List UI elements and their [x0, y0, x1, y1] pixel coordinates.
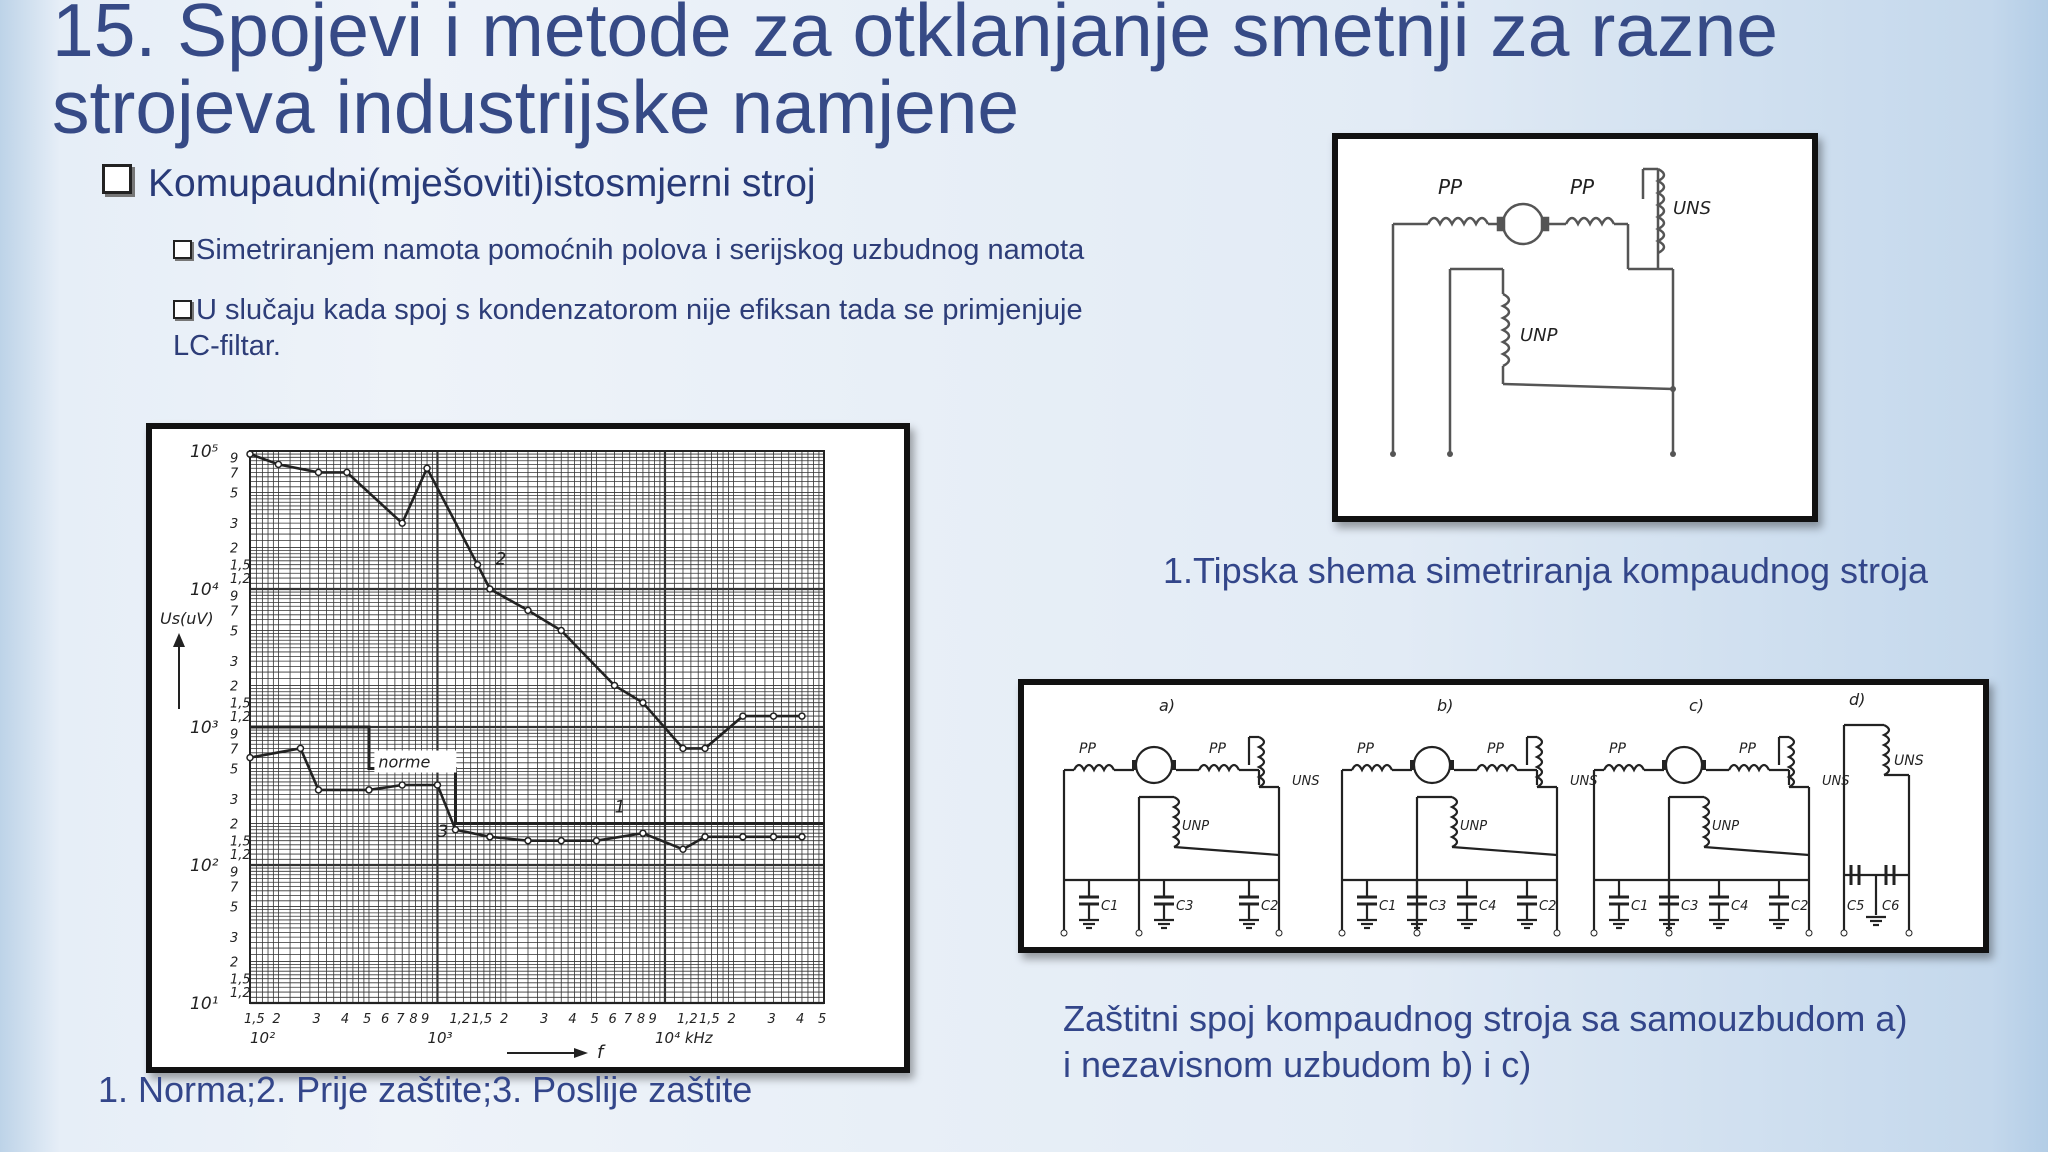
- chart-x-tick-label: 6: [380, 1012, 390, 1027]
- motor-brush: [1171, 760, 1176, 770]
- inductor-pp: [1477, 765, 1517, 770]
- chart-y-tick-label: 2: [230, 679, 239, 695]
- chart-y-tick-label: 3: [230, 793, 239, 809]
- capacitor-label: C1: [1379, 899, 1397, 914]
- terminal: [1276, 930, 1282, 936]
- chart-y-tick-label: 1,5: [230, 834, 251, 850]
- chart-y-tick-label: 1,5: [230, 558, 251, 574]
- chart-y-decade-label: 10³: [190, 718, 219, 738]
- panel-label: b): [1437, 696, 1454, 715]
- schema-label-uns: UNS: [1673, 198, 1712, 219]
- chart-y-tick-label: 9: [230, 727, 239, 743]
- sub-bullet-2: [173, 292, 1083, 364]
- wire: [1704, 847, 1809, 855]
- inductor-pp: [1199, 765, 1239, 770]
- chart-series-2-point: [424, 465, 430, 471]
- motor-armature: [1666, 747, 1702, 783]
- chart-series-3-point: [593, 838, 599, 844]
- chart-series-label: 1: [614, 797, 626, 818]
- chart-series-2-point: [275, 461, 281, 467]
- chart-x-tick-label: 9: [648, 1012, 657, 1027]
- chart-y-tick-label: 3: [230, 517, 239, 533]
- inductor-pp: [1604, 765, 1644, 770]
- inductor-pp: [1074, 765, 1114, 770]
- schema-caption: 1.Tipska shema simetriranja kompaudnog stroja: [1163, 550, 1929, 591]
- slide-title-line1: 15. Spojevi i metode za otklanjanje smetnji za razne: [52, 0, 1778, 72]
- chart-series-label: 3: [437, 821, 449, 842]
- chart-series-2-point: [315, 469, 321, 475]
- capacitor-label: C6: [1882, 899, 1900, 914]
- chart-y-axis-label: Us(uV): [160, 609, 214, 628]
- chart-x-tick-label: 7: [396, 1012, 405, 1027]
- chart-series-2-line: [250, 454, 802, 748]
- chart-series-3-point: [740, 834, 746, 840]
- capacitor-label: C4: [1479, 899, 1497, 914]
- main-bullet: [102, 162, 816, 206]
- motor-brush: [1132, 760, 1137, 770]
- slide-title: [52, 0, 1952, 149]
- chart-x-tick-label: 8: [636, 1012, 646, 1027]
- chart-y-tick-label: 2: [230, 541, 239, 557]
- chart-x-tick-label: 5: [818, 1012, 827, 1027]
- protection-figure: [1018, 679, 1989, 953]
- chart-x-tick-label: 9: [421, 1012, 430, 1027]
- chart-series-2-point: [525, 607, 531, 613]
- chart-series-3-point: [366, 787, 372, 793]
- chart-y-tick-label: 7: [230, 880, 239, 896]
- chart-y-tick-label: 7: [230, 742, 239, 758]
- chart-x-axis-label: f: [597, 1042, 604, 1063]
- chart-y-decade-label: 10⁵: [190, 442, 219, 462]
- pp-label: PP: [1609, 741, 1626, 757]
- capacitor-label: C1: [1101, 899, 1119, 914]
- chart-y-tick-label: 9: [230, 589, 239, 605]
- chart-series-3-point: [452, 827, 458, 833]
- chart-x-tick-label: 1,2: [676, 1012, 698, 1027]
- chart-y-tick-label: 5: [230, 624, 239, 640]
- chart-series-3-point: [434, 782, 440, 788]
- chart-y-tick-label: 1,2: [230, 572, 251, 588]
- chart-series-label: 2: [495, 549, 507, 570]
- capacitor-label: C2: [1791, 899, 1809, 914]
- chart-series-3-point: [297, 745, 303, 751]
- schema-label-pp-right: PP: [1570, 175, 1595, 199]
- unp-label: UNP: [1460, 819, 1488, 834]
- chart-x-tick-label: 3: [540, 1012, 549, 1027]
- inductor-pp: [1729, 765, 1769, 770]
- terminal: [1414, 930, 1420, 936]
- chart-x-tick-label: 2: [727, 1012, 736, 1027]
- chart-x-arrowhead: [574, 1048, 588, 1058]
- motor-brush: [1662, 760, 1667, 770]
- unp-label: UNP: [1712, 819, 1740, 834]
- chart-x-tick-label: 4: [568, 1012, 577, 1027]
- chart-series-3-point: [680, 846, 686, 852]
- inductor-winding: [1174, 797, 1179, 847]
- motor-brush: [1410, 760, 1415, 770]
- terminal: [1554, 930, 1560, 936]
- chart-x-tick-label: 1,5: [244, 1012, 265, 1027]
- chart-y-tick-label: 5: [230, 486, 239, 502]
- capacitor-label: C2: [1539, 899, 1557, 914]
- pp-label: PP: [1209, 741, 1226, 757]
- chart-series-3-point: [799, 834, 805, 840]
- chart-series-3-point: [315, 787, 321, 793]
- chart-series-3-point: [525, 838, 531, 844]
- chart-y-tick-label: 1,2: [230, 848, 251, 864]
- chart-series-2-point: [771, 713, 777, 719]
- chart-y-decade-label: 10⁴: [190, 580, 219, 600]
- chart-series-3-point: [487, 834, 493, 840]
- sub-bullet-1-text: Simetriranjem namota pomoćnih polova i serijskog uzbudnog namota: [196, 234, 1085, 266]
- chart-y-tick-label: 3: [230, 655, 239, 671]
- chart-y-tick-label: 7: [230, 604, 239, 620]
- wire: [1174, 847, 1279, 855]
- terminal: [1666, 930, 1672, 936]
- interference-chart: [152, 429, 904, 1067]
- chart-series-2-point: [702, 745, 708, 751]
- inductor-winding: [1704, 797, 1709, 847]
- panel-label: a): [1159, 696, 1176, 715]
- motor-brush: [1449, 760, 1454, 770]
- terminal: [1806, 930, 1812, 936]
- panel-label: d): [1849, 690, 1866, 709]
- capacitor-label: C4: [1731, 899, 1749, 914]
- chart-x-decade-label: 10⁴ kHz: [654, 1029, 713, 1047]
- chart-x-tick-label: 3: [767, 1012, 776, 1027]
- chart-x-tick-label: 3: [312, 1012, 321, 1027]
- checkbox-bullet-icon: [102, 164, 132, 194]
- slide-title-line2: strojeva industrijske namjene: [52, 65, 1020, 149]
- chart-x-tick-label: 5: [362, 1012, 372, 1027]
- chart-y-tick-label: 9: [230, 865, 239, 881]
- chart-x-tick-label: 2: [499, 1012, 509, 1027]
- chart-x-tick-label: 5: [590, 1012, 599, 1027]
- uns-label: UNS: [1292, 774, 1320, 789]
- sub-bullet-2-text-line1: U slučaju kada spoj s kondenzatorom nije efiksan tada se primjenjuje: [196, 294, 1083, 326]
- chart-x-tick-label: 4: [340, 1012, 350, 1027]
- chart-y-tick-label: 5: [230, 762, 239, 778]
- chart-x-tick-label: 6: [608, 1012, 617, 1027]
- checkbox-bullet-icon: [173, 300, 192, 319]
- motor-brush: [1701, 760, 1706, 770]
- chart-x-decade-label: 10²: [250, 1029, 276, 1047]
- schema-figure: [1332, 133, 1818, 522]
- terminal: [1841, 930, 1847, 936]
- protection-caption-line2: i nezavisnom uzbudom b) i c): [1063, 1044, 1532, 1085]
- schema-diagram: [1338, 139, 1812, 516]
- pp-label: PP: [1739, 741, 1756, 757]
- protection-caption: [1063, 996, 1907, 1088]
- chart-series-2-point: [799, 713, 805, 719]
- sub-bullet-2-text-line2: LC-filtar.: [173, 330, 281, 362]
- schema-label-pp-left: PP: [1438, 175, 1463, 199]
- chart-y-arrowhead: [173, 633, 185, 647]
- capacitor-label: C2: [1261, 899, 1279, 914]
- chart-y-decade-label: 10²: [190, 856, 219, 876]
- chart-y-tick-label: 1,5: [230, 696, 251, 712]
- chart-y-tick-label: 3: [230, 931, 239, 947]
- chart-y-tick-label: 2: [230, 817, 239, 833]
- protection-caption-line1: Zaštitni spoj kompaudnog stroja sa samouzbudom a): [1063, 998, 1908, 1039]
- checkbox-bullet-icon: [173, 240, 192, 259]
- chart-norme-label: norme: [378, 752, 431, 772]
- chart-series-3-point: [247, 755, 253, 761]
- chart-y-tick-label: 9: [230, 451, 239, 467]
- chart-series-2-point: [247, 451, 253, 457]
- chart-caption: 1. Norma;2. Prije zaštite;3. Poslije zaštite: [98, 1069, 753, 1110]
- chart-series-3-point: [771, 834, 777, 840]
- chart-series-2-point: [399, 520, 405, 526]
- chart-x-tick-label: 2: [272, 1012, 281, 1027]
- inductor-pp: [1352, 765, 1392, 770]
- terminal: [1591, 930, 1597, 936]
- uns-label: UNS: [1822, 774, 1850, 789]
- chart-series-2-point: [740, 713, 746, 719]
- chart-y-tick-label: 7: [230, 466, 239, 482]
- pp-label: PP: [1357, 741, 1374, 757]
- chart-figure: [146, 423, 910, 1073]
- uns-label: UNS: [1570, 774, 1598, 789]
- uns-label: UNS: [1894, 753, 1924, 769]
- chart-y-tick-label: 1,2: [230, 986, 251, 1002]
- chart-series-3-point: [702, 834, 708, 840]
- chart-series-3-point: [558, 838, 564, 844]
- inductor-winding: [1884, 725, 1889, 775]
- terminal: [1339, 930, 1345, 936]
- chart-series-2-point: [558, 628, 564, 634]
- chart-x-decade-label: 10³: [427, 1029, 453, 1047]
- chart-y-decade-label: 10¹: [190, 994, 219, 1014]
- motor-armature: [1414, 747, 1450, 783]
- chart-x-tick-label: 8: [409, 1012, 418, 1027]
- chart-series-2-point: [344, 469, 350, 475]
- chart-x-tick-label: 1,5: [699, 1012, 720, 1027]
- unp-label: UNP: [1182, 819, 1210, 834]
- protection-circuits-diagram: [1024, 685, 1983, 947]
- terminal: [1136, 930, 1142, 936]
- chart-series-2-point: [680, 745, 686, 751]
- terminal: [1061, 930, 1067, 936]
- terminal: [1906, 930, 1912, 936]
- chart-series-3-point: [399, 782, 405, 788]
- chart-series-2-point: [475, 562, 481, 568]
- chart-x-tick-label: 4: [795, 1012, 805, 1027]
- chart-x-tick-label: 7: [623, 1012, 633, 1027]
- chart-series-2-point: [487, 586, 493, 592]
- schema-label-unp: UNP: [1520, 325, 1558, 346]
- main-bullet-text: Komupaudni(mješoviti)istosmjerni stroj: [148, 162, 816, 205]
- chart-x-tick-label: 1,2: [449, 1012, 471, 1027]
- chart-y-tick-label: 2: [230, 955, 239, 971]
- capacitor-label: C1: [1631, 899, 1649, 914]
- chart-series-2-point: [611, 682, 617, 688]
- wire: [1452, 847, 1557, 855]
- pp-label: PP: [1079, 741, 1096, 757]
- motor-armature: [1136, 747, 1172, 783]
- capacitor-label: C3: [1176, 899, 1194, 914]
- chart-y-tick-label: 1,5: [230, 972, 251, 988]
- chart-x-tick-label: 1,5: [471, 1012, 493, 1027]
- panel-label: c): [1689, 696, 1705, 715]
- capacitor-label: C5: [1847, 899, 1865, 914]
- capacitor-label: C3: [1429, 899, 1447, 914]
- chart-y-tick-label: 1,2: [230, 710, 251, 726]
- chart-y-tick-label: 5: [230, 900, 239, 916]
- chart-series-3-point: [640, 830, 646, 836]
- sub-bullet-1: [173, 232, 1084, 268]
- chart-series-2-point: [640, 700, 646, 706]
- inductor-winding: [1452, 797, 1457, 847]
- pp-label: PP: [1487, 741, 1504, 757]
- capacitor-label: C3: [1681, 899, 1699, 914]
